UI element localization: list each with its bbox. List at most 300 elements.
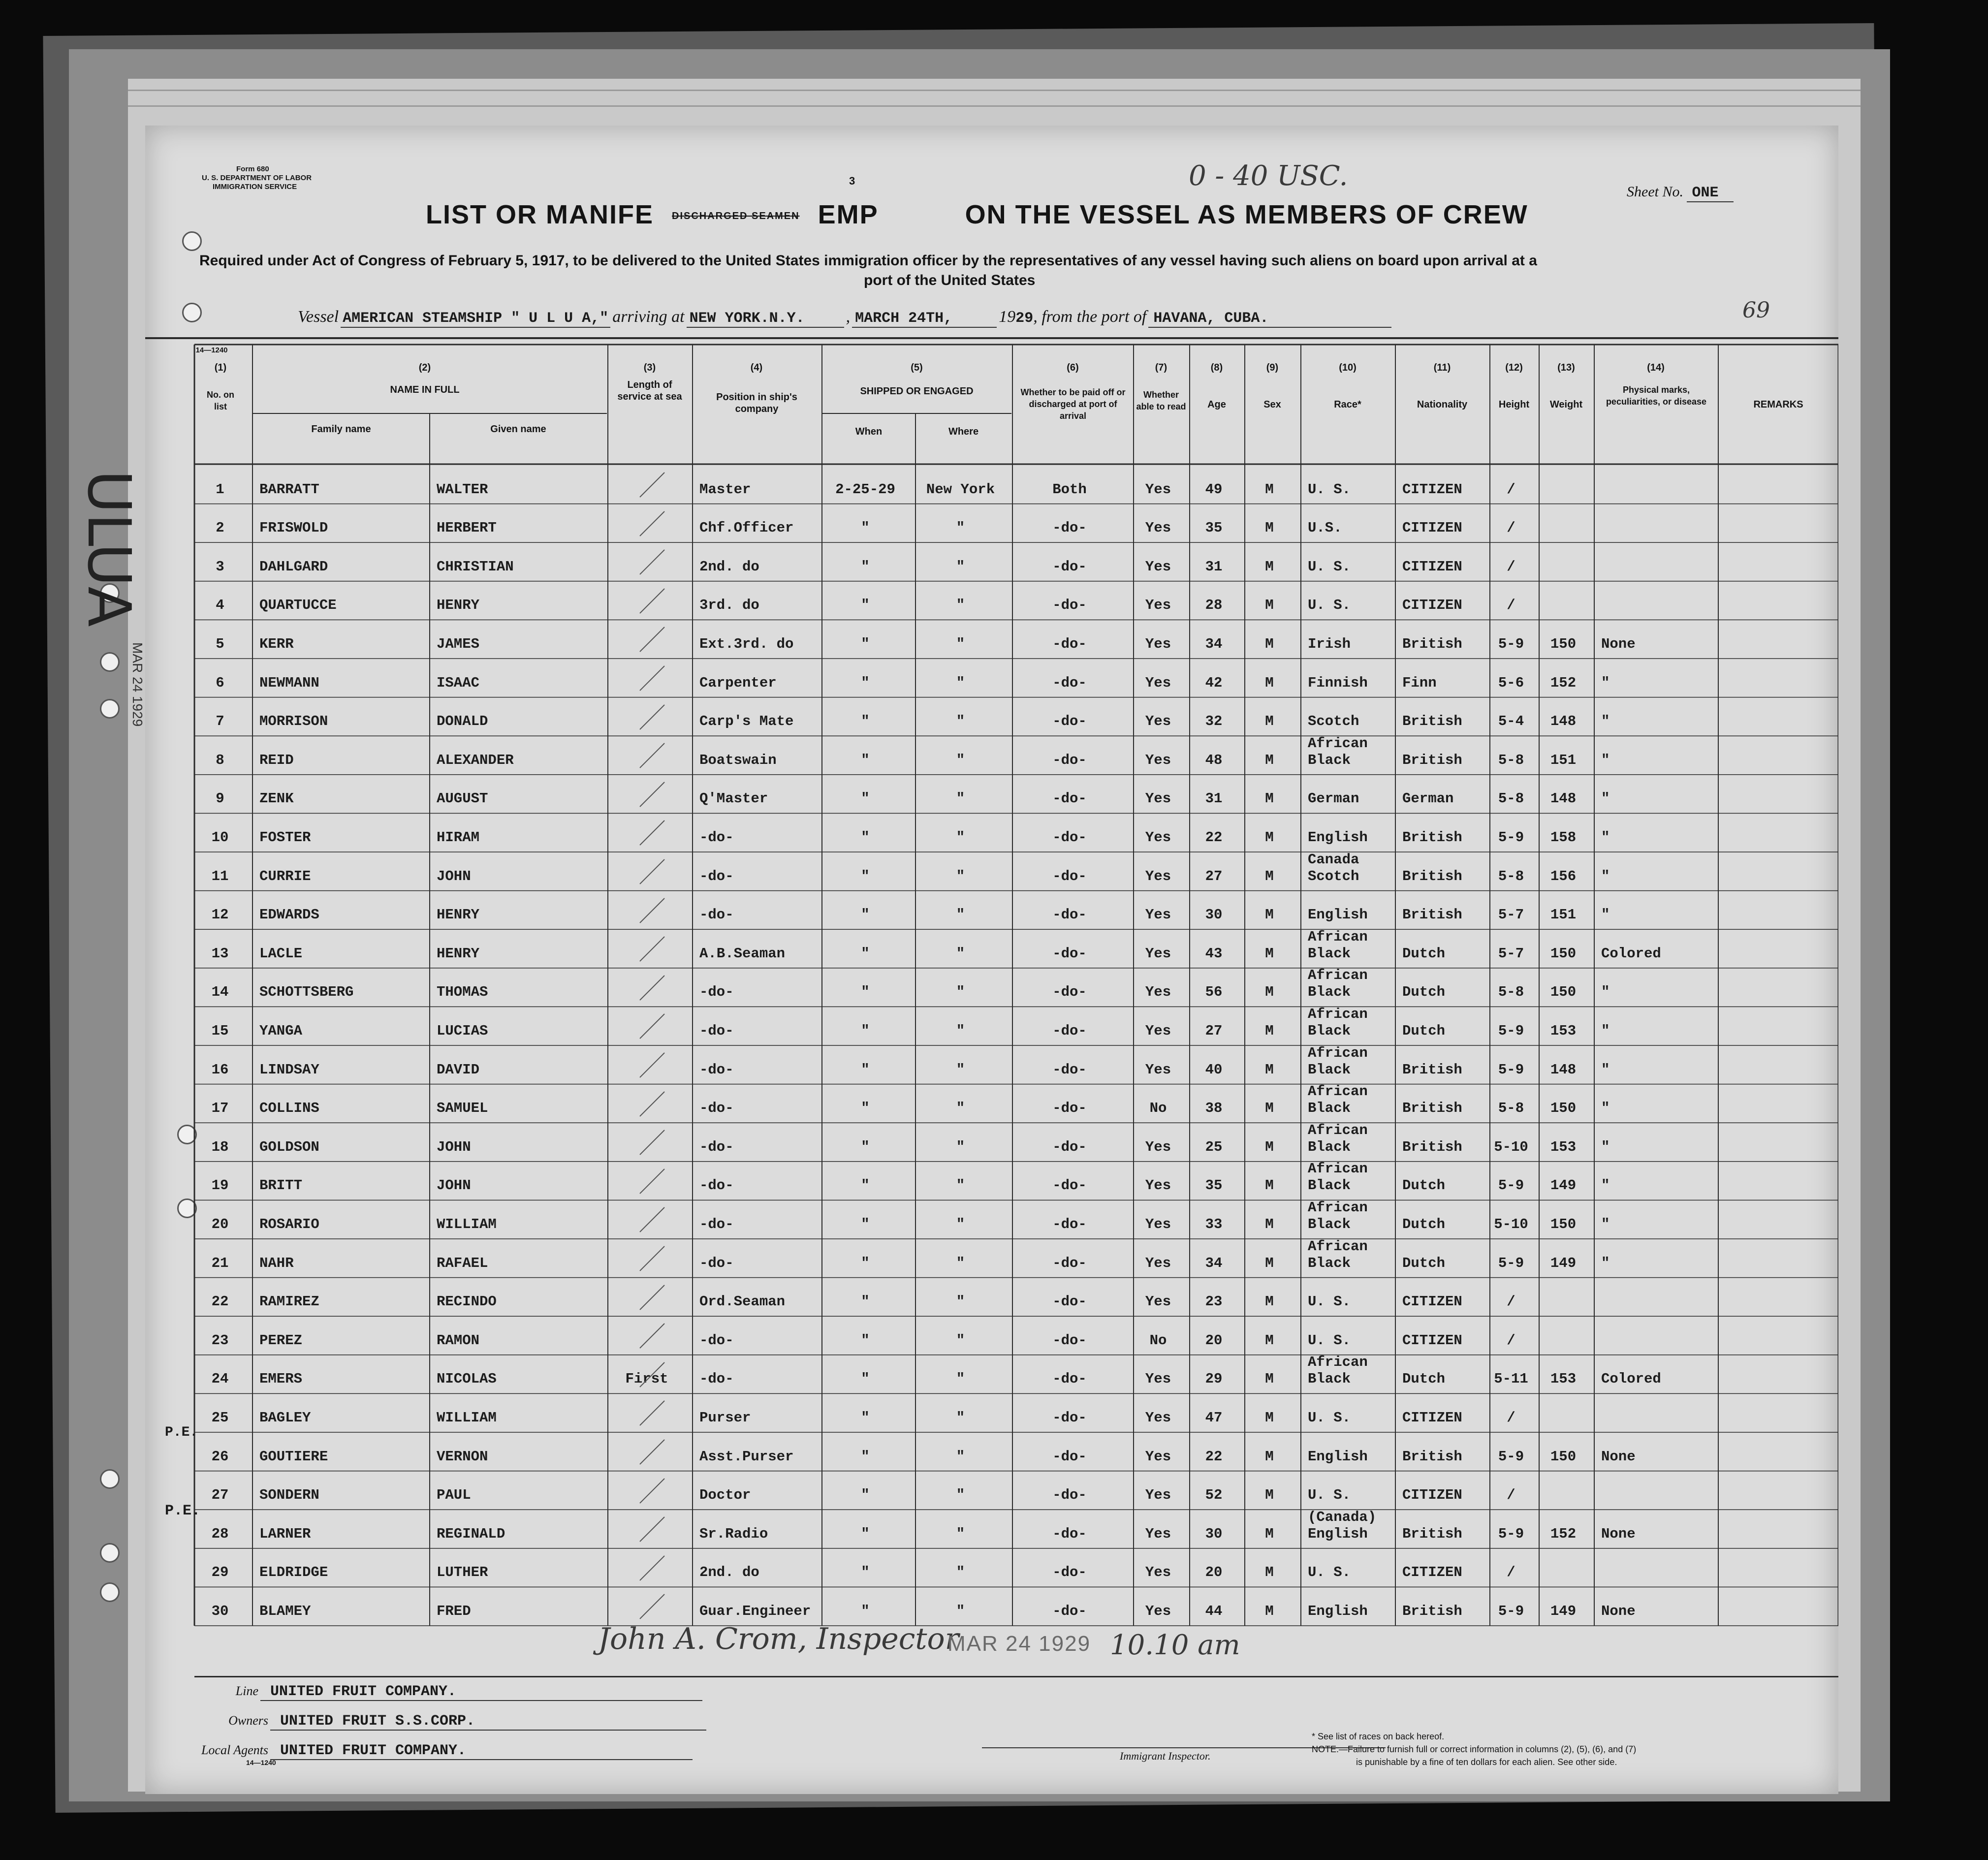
cell-when: " bbox=[861, 1100, 870, 1117]
cell-paid: -do- bbox=[1052, 829, 1087, 846]
cell-paid: -do- bbox=[1052, 1371, 1087, 1387]
cell-race-line1: African bbox=[1308, 1161, 1368, 1177]
service-check-mark bbox=[637, 1128, 667, 1157]
cell-when: " bbox=[861, 1216, 870, 1232]
cell-paid: Both bbox=[1052, 481, 1087, 498]
cell-marks: " bbox=[1601, 1100, 1610, 1117]
cell-given: HENRY bbox=[437, 597, 480, 614]
cell-age: 32 bbox=[1205, 713, 1223, 730]
cell-sex: M bbox=[1265, 1410, 1274, 1426]
cell-age: 52 bbox=[1205, 1487, 1223, 1504]
cell-no: 29 bbox=[211, 1564, 229, 1581]
cell-height: 5-9 bbox=[1498, 1255, 1524, 1271]
cell-race: U. S. bbox=[1308, 1564, 1351, 1581]
service-check-mark bbox=[637, 780, 667, 809]
footer-code: 14—1240 bbox=[246, 1759, 276, 1766]
cell-family: GOLDSON bbox=[259, 1138, 319, 1155]
cell-weight: 153 bbox=[1550, 1371, 1577, 1387]
cell-paid: -do- bbox=[1052, 1100, 1087, 1117]
cell-no: 20 bbox=[211, 1216, 229, 1232]
cell-read: Yes bbox=[1145, 597, 1171, 614]
service-check-mark bbox=[637, 1166, 667, 1196]
cell-position: -do- bbox=[699, 984, 734, 1001]
cell-race: U. S. bbox=[1308, 558, 1351, 575]
service-check-mark bbox=[637, 1592, 667, 1621]
col-race: Race* bbox=[1334, 399, 1361, 410]
cell-family: NAHR bbox=[259, 1255, 294, 1271]
sheet-value: ONE bbox=[1687, 185, 1733, 202]
cell-race: U. S. bbox=[1308, 481, 1351, 498]
cell-read: Yes bbox=[1145, 1564, 1171, 1581]
line-value: UNITED FRUIT COMPANY. bbox=[260, 1683, 702, 1701]
col-remarks: REMARKS bbox=[1753, 399, 1803, 410]
cell-no: 28 bbox=[211, 1525, 229, 1542]
cell-sex: M bbox=[1265, 1487, 1274, 1504]
title-left: LIST OR MANIFE bbox=[426, 200, 654, 229]
cell-height: 5-9 bbox=[1498, 1448, 1524, 1465]
cell-height: / bbox=[1507, 1332, 1515, 1349]
cell-sex: M bbox=[1265, 1023, 1274, 1039]
cell-no: 1 bbox=[216, 481, 224, 498]
cell-weight: 149 bbox=[1550, 1177, 1577, 1194]
service-check-mark bbox=[637, 1437, 667, 1467]
cell-paid: -do- bbox=[1052, 1448, 1087, 1465]
cell-weight: 151 bbox=[1550, 907, 1577, 923]
cell-no: 15 bbox=[211, 1023, 229, 1039]
cell-sex: M bbox=[1265, 1061, 1274, 1078]
cell-paid: -do- bbox=[1052, 907, 1087, 923]
cell-where: " bbox=[956, 558, 965, 575]
cell-nat: British bbox=[1402, 1448, 1462, 1465]
cell-given: PAUL bbox=[437, 1487, 471, 1504]
cell-given: WILLIAM bbox=[437, 1216, 497, 1232]
col-shipped: SHIPPED OR ENGAGED bbox=[860, 386, 974, 397]
service-check-mark bbox=[637, 1050, 667, 1080]
year-prefix: 19 bbox=[999, 308, 1016, 326]
cell-weight: 150 bbox=[1550, 1100, 1577, 1117]
cell-where: " bbox=[956, 1293, 965, 1310]
cell-age: 49 bbox=[1205, 481, 1223, 498]
cell-race-line1: African bbox=[1308, 735, 1368, 752]
cell-age: 44 bbox=[1205, 1603, 1223, 1619]
cell-where: " bbox=[956, 520, 965, 536]
cell-given: WILLIAM bbox=[437, 1410, 497, 1426]
cell-read: Yes bbox=[1145, 713, 1171, 730]
cell-no: 21 bbox=[211, 1255, 229, 1271]
cell-position: Chf.Officer bbox=[699, 520, 794, 536]
cell-age: 25 bbox=[1205, 1138, 1223, 1155]
cell-nat: British bbox=[1402, 907, 1462, 923]
margin-date-stamp: MAR 24 1929 bbox=[130, 642, 145, 727]
cell-position: 2nd. do bbox=[699, 558, 759, 575]
cell-sex: M bbox=[1265, 1371, 1274, 1387]
cell-weight: 149 bbox=[1550, 1255, 1577, 1271]
manifest-page bbox=[74, 126, 1838, 1794]
cell-height: / bbox=[1507, 520, 1515, 536]
cell-nat: CITIZEN bbox=[1402, 1487, 1462, 1504]
cell-family: GOUTIERE bbox=[259, 1448, 328, 1465]
cell-height: 5-9 bbox=[1498, 829, 1524, 846]
cell-sex: M bbox=[1265, 1564, 1274, 1581]
cell-race: Scotch bbox=[1308, 713, 1359, 730]
cell-position: -do- bbox=[699, 1100, 734, 1117]
col-num-1: (1) bbox=[214, 362, 227, 373]
cell-where: " bbox=[956, 1371, 965, 1387]
footer-line bbox=[214, 1683, 702, 1700]
cell-age: 43 bbox=[1205, 945, 1223, 962]
cell-where: " bbox=[956, 1603, 965, 1619]
cell-sex: M bbox=[1265, 752, 1274, 768]
cell-nat: Dutch bbox=[1402, 1216, 1446, 1232]
col-num-6: (6) bbox=[1067, 362, 1079, 373]
cell-given: HENRY bbox=[437, 945, 480, 962]
cell-family: YANGA bbox=[259, 1023, 303, 1039]
cell-when: " bbox=[861, 1525, 870, 1542]
agents-label: Local Agents bbox=[201, 1743, 268, 1757]
cell-where: " bbox=[956, 674, 965, 691]
arrival-port: NEW YORK.N.Y. bbox=[687, 310, 844, 328]
cell-age: 23 bbox=[1205, 1293, 1223, 1310]
cell-family: KERR bbox=[259, 636, 294, 652]
cell-no: 11 bbox=[211, 868, 229, 884]
cell-race: Black bbox=[1308, 945, 1351, 962]
cell-where: New York bbox=[926, 481, 995, 498]
cell-height: / bbox=[1507, 1410, 1515, 1426]
cell-given: REGINALD bbox=[437, 1525, 505, 1542]
cell-sex: M bbox=[1265, 1293, 1274, 1310]
cell-paid: -do- bbox=[1052, 597, 1087, 614]
cell-age: 38 bbox=[1205, 1100, 1223, 1117]
cell-sex: M bbox=[1265, 481, 1274, 498]
cell-family: NEWMANN bbox=[259, 674, 319, 691]
subtitle-1: Required under Act of Congress of February 5, 1917, to be delivered to the United States immigration officer by the representatives of any vessel having such aliens on board upon arrival at a bbox=[199, 252, 1537, 269]
binder-hole bbox=[100, 1582, 120, 1602]
cell-when: " bbox=[861, 1255, 870, 1271]
cell-age: 27 bbox=[1205, 868, 1223, 884]
cell-where: " bbox=[956, 984, 965, 1001]
service-check-mark bbox=[637, 857, 667, 886]
cell-sex: M bbox=[1265, 674, 1274, 691]
cell-position: Carpenter bbox=[699, 674, 777, 691]
cell-given: JOHN bbox=[437, 868, 471, 884]
col-no-on-list: No. on list bbox=[207, 390, 234, 411]
footer-notes bbox=[1312, 1730, 1636, 1768]
cell-paid: -do- bbox=[1052, 558, 1087, 575]
cell-when: " bbox=[861, 1603, 870, 1619]
cell-position: Ext.3rd. do bbox=[699, 636, 794, 652]
cell-marks: Colored bbox=[1601, 1371, 1661, 1387]
cell-age: 31 bbox=[1205, 558, 1223, 575]
cell-age: 31 bbox=[1205, 790, 1223, 807]
cell-weight: 148 bbox=[1550, 790, 1577, 807]
cell-race: Black bbox=[1308, 1061, 1351, 1078]
line-label: Line bbox=[235, 1684, 258, 1698]
cell-race-line1: African bbox=[1308, 967, 1368, 984]
cell-when: " bbox=[861, 752, 870, 768]
note-penalty-1: NOTE.—Failure to furnish full or correct information in columns (2), (5), (6), and (7) bbox=[1312, 1744, 1637, 1754]
cell-where: " bbox=[956, 636, 965, 652]
cell-nat: CITIZEN bbox=[1402, 481, 1462, 498]
cell-family: EMERS bbox=[259, 1371, 303, 1387]
cell-race-line1: Canada bbox=[1308, 851, 1359, 868]
cell-nat: Dutch bbox=[1402, 1023, 1446, 1039]
cell-no: 27 bbox=[211, 1487, 229, 1504]
cell-no: 13 bbox=[211, 945, 229, 962]
service-check-mark bbox=[637, 1283, 667, 1312]
cell-age: 34 bbox=[1205, 636, 1223, 652]
cell-weight: 153 bbox=[1550, 1023, 1577, 1039]
cell-race-line1: (Canada) bbox=[1308, 1509, 1377, 1525]
cell-race: Black bbox=[1308, 1216, 1351, 1232]
service-check-mark bbox=[637, 741, 667, 770]
cell-height: / bbox=[1507, 1293, 1515, 1310]
cell-position: Ord.Seaman bbox=[699, 1293, 786, 1310]
cell-when: " bbox=[861, 1061, 870, 1078]
cell-paid: -do- bbox=[1052, 520, 1087, 536]
cell-race: German bbox=[1308, 790, 1359, 807]
cell-given: AUGUST bbox=[437, 790, 488, 807]
cell-nat: Dutch bbox=[1402, 984, 1446, 1001]
cell-race: English bbox=[1308, 907, 1368, 923]
cell-no: 12 bbox=[211, 907, 229, 923]
cell-position: -do- bbox=[699, 829, 734, 846]
cell-marks: " bbox=[1601, 868, 1610, 884]
cell-marks: Colored bbox=[1601, 945, 1661, 962]
cell-given: NICOLAS bbox=[437, 1371, 497, 1387]
cell-when: " bbox=[861, 829, 870, 846]
cell-family: PEREZ bbox=[259, 1332, 303, 1349]
cell-weight: 151 bbox=[1550, 752, 1577, 768]
cell-read: Yes bbox=[1145, 1448, 1171, 1465]
inspection-date-stamp: MAR 24 1929 bbox=[947, 1632, 1091, 1656]
cell-family: BARRATT bbox=[259, 481, 319, 498]
from-label: , from the port of bbox=[1033, 308, 1147, 326]
cell-where: " bbox=[956, 1216, 965, 1232]
footer-rule bbox=[194, 1676, 1838, 1677]
cell-no: 3 bbox=[216, 558, 224, 575]
owners-value: UNITED FRUIT S.S.CORP. bbox=[270, 1713, 706, 1731]
cell-when: " bbox=[861, 1177, 870, 1194]
cell-race-line1: African bbox=[1308, 1354, 1368, 1371]
cell-nat: British bbox=[1402, 1603, 1462, 1619]
cell-nat: Dutch bbox=[1402, 1371, 1446, 1387]
cell-when: " bbox=[861, 713, 870, 730]
cell-age: 35 bbox=[1205, 520, 1223, 536]
cell-sex: M bbox=[1265, 945, 1274, 962]
cell-where: " bbox=[956, 1332, 965, 1349]
col-num-9: (9) bbox=[1266, 362, 1279, 373]
cell-when: " bbox=[861, 636, 870, 652]
col-num-8: (8) bbox=[1210, 362, 1223, 373]
cell-age: 48 bbox=[1205, 752, 1223, 768]
cell-when: " bbox=[861, 1371, 870, 1387]
cell-family: ELDRIDGE bbox=[259, 1564, 328, 1581]
cell-height: / bbox=[1507, 597, 1515, 614]
col-num-12: (12) bbox=[1505, 362, 1523, 373]
cell-age: 22 bbox=[1205, 1448, 1223, 1465]
cell-paid: -do- bbox=[1052, 790, 1087, 807]
cell-position: Doctor bbox=[699, 1487, 751, 1504]
cell-race: English bbox=[1308, 1603, 1368, 1619]
cell-family: ZENK bbox=[259, 790, 294, 807]
cell-position: 3rd. do bbox=[699, 597, 759, 614]
service-check-mark bbox=[637, 1476, 667, 1506]
cell-race: Black bbox=[1308, 1023, 1351, 1039]
cell-no: 22 bbox=[211, 1293, 229, 1310]
cell-where: " bbox=[956, 868, 965, 884]
cell-paid: -do- bbox=[1052, 1603, 1087, 1619]
cell-marks: " bbox=[1601, 829, 1610, 846]
cell-given: RECINDO bbox=[437, 1293, 497, 1310]
cell-read: Yes bbox=[1145, 1293, 1171, 1310]
code-top: 14—1240 bbox=[195, 346, 228, 354]
cell-family: BRITT bbox=[259, 1177, 303, 1194]
cell-family: LACLE bbox=[259, 945, 303, 962]
cell-read: Yes bbox=[1145, 1023, 1171, 1039]
cell-weight: 150 bbox=[1550, 1216, 1577, 1232]
cell-when: " bbox=[861, 1332, 870, 1349]
vessel-line: Vessel AMERICAN STEAMSHIP " U L U A," arriving at NEW YORK.N.Y. , MARCH 24TH, 1929, from the port of HAVANA, CUBA. bbox=[298, 308, 1391, 327]
cell-when: 2-25-29 bbox=[835, 481, 895, 498]
cell-height: / bbox=[1507, 558, 1515, 575]
cell-read: Yes bbox=[1145, 636, 1171, 652]
service-check-mark bbox=[637, 1398, 667, 1428]
service-check-mark bbox=[637, 663, 667, 693]
cell-age: 33 bbox=[1205, 1216, 1223, 1232]
cell-age: 42 bbox=[1205, 674, 1223, 691]
cell-age: 30 bbox=[1205, 1525, 1223, 1542]
col-num-10: (10) bbox=[1339, 362, 1357, 373]
cell-given: HERBERT bbox=[437, 520, 497, 536]
cell-nat: Finn bbox=[1402, 674, 1437, 691]
cell-read: Yes bbox=[1145, 481, 1171, 498]
cell-no: 17 bbox=[211, 1100, 229, 1117]
cell-paid: -do- bbox=[1052, 1332, 1087, 1349]
cell-given: FRED bbox=[437, 1603, 471, 1619]
cell-where: " bbox=[956, 1061, 965, 1078]
cell-sex: M bbox=[1265, 907, 1274, 923]
handwritten-note: 0 - 40 USC. bbox=[1189, 160, 1348, 192]
cell-race: Black bbox=[1308, 1255, 1351, 1271]
cell-position: -do- bbox=[699, 1177, 734, 1194]
cell-height: 5-9 bbox=[1498, 1603, 1524, 1619]
service-check-mark bbox=[637, 625, 667, 654]
cell-given: DONALD bbox=[437, 713, 488, 730]
cell-height: 5-8 bbox=[1498, 868, 1524, 884]
cell-age: 34 bbox=[1205, 1255, 1223, 1271]
cell-position: Sr.Radio bbox=[699, 1525, 768, 1542]
cell-weight: 148 bbox=[1550, 1061, 1577, 1078]
cell-given: JOHN bbox=[437, 1177, 471, 1194]
cell-marks: " bbox=[1601, 1216, 1610, 1232]
cell-race: English bbox=[1308, 829, 1368, 846]
cell-no: 7 bbox=[216, 713, 224, 730]
cell-given: RAMON bbox=[437, 1332, 480, 1349]
service-check-mark bbox=[637, 702, 667, 732]
cell-weight: 152 bbox=[1550, 1525, 1577, 1542]
cell-when: " bbox=[861, 520, 870, 536]
cell-nat: CITIZEN bbox=[1402, 520, 1462, 536]
cell-position: -do- bbox=[699, 1138, 734, 1155]
cell-position: 2nd. do bbox=[699, 1564, 759, 1581]
cell-weight: 150 bbox=[1550, 945, 1577, 962]
cell-paid: -do- bbox=[1052, 1216, 1087, 1232]
cell-position: -do- bbox=[699, 1332, 734, 1349]
service-check-mark bbox=[637, 896, 667, 925]
cell-marks: " bbox=[1601, 1177, 1610, 1194]
cell-weight: 156 bbox=[1550, 868, 1577, 884]
cell-given: WALTER bbox=[437, 481, 488, 498]
cell-service: First bbox=[625, 1371, 668, 1387]
cell-nat: British bbox=[1402, 1100, 1462, 1117]
cell-family: FRISWOLD bbox=[259, 520, 328, 536]
cell-read: Yes bbox=[1145, 558, 1171, 575]
cell-given: LUCIAS bbox=[437, 1023, 488, 1039]
cell-when: " bbox=[861, 597, 870, 614]
cell-marks: " bbox=[1601, 1023, 1610, 1039]
cell-nat: Dutch bbox=[1402, 1255, 1446, 1271]
cell-race: U.S. bbox=[1308, 520, 1342, 536]
service-check-mark bbox=[637, 1089, 667, 1119]
cell-family: REID bbox=[259, 752, 294, 768]
service-check-mark bbox=[637, 1244, 667, 1273]
cell-paid: -do- bbox=[1052, 1255, 1087, 1271]
cell-race: U. S. bbox=[1308, 1332, 1351, 1349]
cell-marks: " bbox=[1601, 984, 1610, 1001]
cell-given: SAMUEL bbox=[437, 1100, 488, 1117]
vessel-label: Vessel bbox=[298, 308, 339, 326]
agents-value: UNITED FRUIT COMPANY. bbox=[270, 1742, 693, 1760]
note-races: * See list of races on back hereof. bbox=[1312, 1732, 1445, 1741]
cell-where: " bbox=[956, 1410, 965, 1426]
cell-no: 10 bbox=[211, 829, 229, 846]
cell-sex: M bbox=[1265, 1448, 1274, 1465]
service-check-mark bbox=[637, 1514, 667, 1544]
cell-when: " bbox=[861, 1448, 870, 1465]
margin-pe-22: P.E. bbox=[165, 1425, 198, 1440]
cell-when: " bbox=[861, 907, 870, 923]
cell-no: 23 bbox=[211, 1332, 229, 1349]
cell-no: 2 bbox=[216, 520, 224, 536]
cell-nat: CITIZEN bbox=[1402, 558, 1462, 575]
cell-given: RAFAEL bbox=[437, 1255, 488, 1271]
cell-position: -do- bbox=[699, 868, 734, 884]
cell-no: 9 bbox=[216, 790, 224, 807]
cell-where: " bbox=[956, 1100, 965, 1117]
cell-height: 5-6 bbox=[1498, 674, 1524, 691]
cell-race: U. S. bbox=[1308, 1410, 1351, 1426]
cell-read: Yes bbox=[1145, 1138, 1171, 1155]
cell-nat: CITIZEN bbox=[1402, 1564, 1462, 1581]
cell-read: Yes bbox=[1145, 1603, 1171, 1619]
cell-height: 5-10 bbox=[1494, 1138, 1528, 1155]
cell-read: Yes bbox=[1145, 1255, 1171, 1271]
cell-given: JAMES bbox=[437, 636, 480, 652]
cell-nat: British bbox=[1402, 1061, 1462, 1078]
cell-paid: -do- bbox=[1052, 752, 1087, 768]
service: IMMIGRATION SERVICE bbox=[213, 183, 297, 191]
cell-position: Asst.Purser bbox=[699, 1448, 794, 1465]
col-num-3: (3) bbox=[643, 362, 656, 373]
cell-weight: 149 bbox=[1550, 1603, 1577, 1619]
cell-race-line1: African bbox=[1308, 1122, 1368, 1138]
cell-paid: -do- bbox=[1052, 1138, 1087, 1155]
cell-position: Carp's Mate bbox=[699, 713, 794, 730]
cell-position: -do- bbox=[699, 907, 734, 923]
cell-where: " bbox=[956, 1525, 965, 1542]
cell-race: Black bbox=[1308, 1138, 1351, 1155]
departure-port: HAVANA, CUBA. bbox=[1148, 310, 1391, 328]
